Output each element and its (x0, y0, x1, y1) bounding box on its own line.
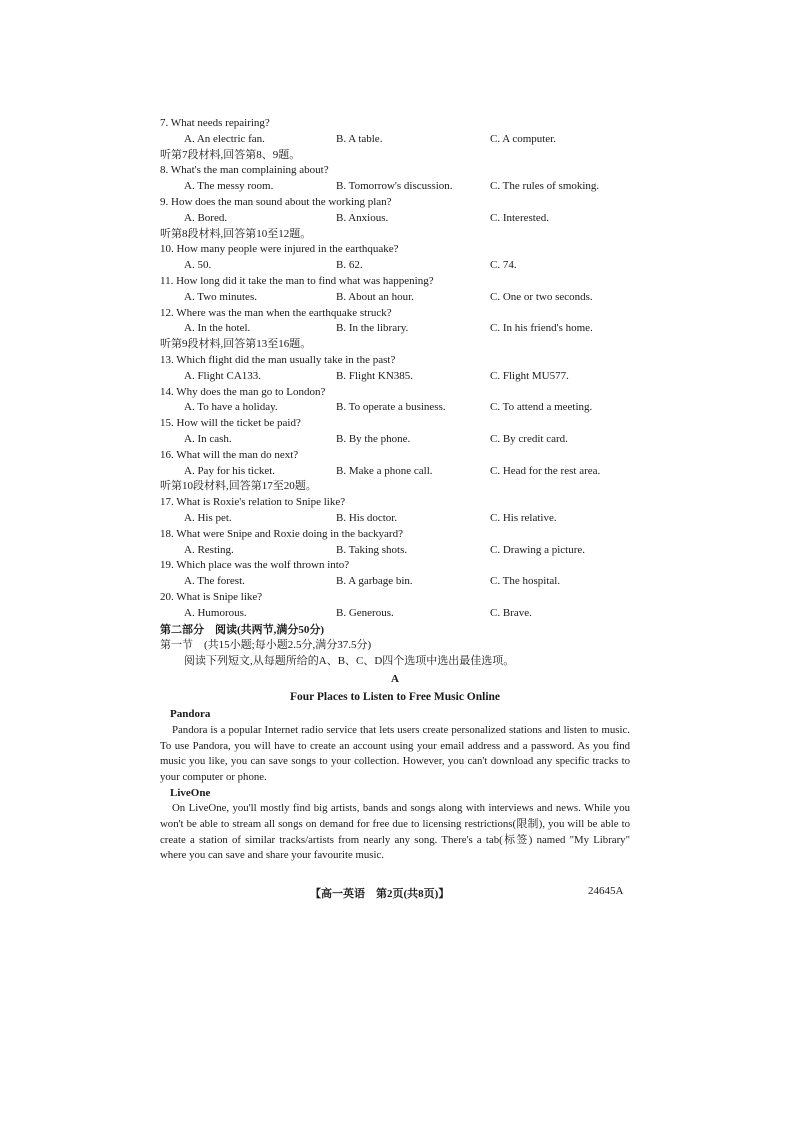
option-a: A. To have a holiday. (184, 401, 278, 414)
section-title: 第二部分 阅读(共两节,满分50分) (160, 623, 325, 636)
question-options (160, 464, 630, 480)
option-c: C. In his friend's home. (490, 322, 593, 335)
option-b: B. About an hour. (336, 290, 414, 303)
question-options (160, 400, 630, 416)
option-c: C. By credit card. (490, 432, 568, 445)
passage-letter: A (391, 672, 399, 685)
question-stem: 12. Where was the man when the earthquake struck? (160, 306, 392, 319)
option-c: C. The rules of smoking. (490, 180, 600, 193)
option-c: C. Brave. (490, 606, 532, 619)
option-c: C. His relative. (490, 511, 557, 524)
listening-instruction: 听第10段材料,回答第17至20题。 (160, 480, 317, 493)
option-a: A. Bored. (184, 211, 228, 224)
option-c: C. A computer. (490, 132, 556, 145)
question-stem: 15. How will the ticket be paid? (160, 417, 301, 430)
footer-code: 24645A (588, 885, 624, 897)
question-list (160, 116, 630, 622)
question-options (160, 574, 630, 590)
option-a: A. 50. (184, 259, 212, 272)
footer-page-label: 【高一英语 第2页(共8页)】 (310, 888, 450, 900)
option-a: A. Humorous. (184, 606, 247, 619)
question-options (160, 369, 630, 385)
question-options (160, 179, 630, 195)
question-options (160, 258, 630, 274)
question-stem: 14. Why does the man go to London? (160, 385, 326, 398)
option-b: B. Anxious. (336, 211, 389, 224)
question-stem: 10. How many people were injured in the earthquake? (160, 243, 399, 256)
passage-heading-liveone: LiveOne (170, 786, 211, 799)
question-options (160, 321, 630, 337)
option-a: A. In the hotel. (184, 322, 251, 335)
option-c: C. Drawing a picture. (490, 543, 585, 556)
option-b: B. Flight KN385. (336, 369, 414, 382)
listening-instruction: 听第8段材料,回答第10至12题。 (160, 227, 312, 240)
listening-instruction: 听第7段材料,回答第8、9题。 (160, 148, 301, 161)
option-b: B. His doctor. (336, 511, 398, 524)
option-b: B. Tomorrow's discussion. (336, 180, 453, 193)
question-stem: 20. What is Snipe like? (160, 590, 263, 603)
option-a: A. Flight CA133. (184, 369, 262, 382)
question-options (160, 606, 630, 622)
option-a: A. Two minutes. (184, 290, 257, 303)
option-b: B. Generous. (336, 606, 394, 619)
passage-heading-pandora: Pandora (170, 708, 211, 721)
option-a: A. Resting. (184, 543, 234, 556)
option-b: B. To operate a business. (336, 401, 446, 414)
option-a: A. In cash. (184, 432, 232, 445)
question-options (160, 543, 630, 559)
option-c: C. One or two seconds. (490, 290, 593, 303)
passage-paragraph-liveone: On LiveOne, you'll mostly find big artists, bands and songs along with interviews and news. While you won't be able to stream all songs on demand for free due to licensing restrictions(限制), you will be able to create a station of similar tracks/artists from nearly any song. There's a tab(标签) named "My Library" where you can save and share your favourite music. (160, 802, 630, 862)
question-options (160, 432, 630, 448)
question-options (160, 511, 630, 527)
option-b: B. A garbage bin. (336, 575, 413, 588)
option-b: B. In the library. (336, 322, 409, 335)
question-stem: 8. What's the man complaining about? (160, 164, 329, 177)
question-stem: 18. What were Snipe and Roxie doing in the backyard? (160, 527, 403, 540)
page-content (160, 116, 630, 864)
question-stem: 17. What is Roxie's relation to Snipe like? (160, 496, 346, 509)
question-options (160, 211, 630, 227)
option-c: C. Flight MU577. (490, 369, 569, 382)
option-a: A. The forest. (184, 575, 245, 588)
option-c: C. 74. (490, 259, 517, 272)
option-b: B. By the phone. (336, 432, 411, 445)
question-stem: 16. What will the man do next? (160, 448, 299, 461)
passage-paragraph-pandora: Pandora is a popular Internet radio service that lets users create personalized stations and listen to music. To use Pandora, you will have to create an account using your email address and a password. As you find music you like, you can save songs to your collection. However, you can't download any specific tracks to your computer or phone. (160, 724, 630, 784)
option-a: A. An electric fan. (184, 132, 265, 145)
section-subtitle: 第一节 (共15小题;每小题2.5分,满分37.5分) (160, 639, 372, 652)
question-options (160, 290, 630, 306)
listening-instruction: 听第9段材料,回答第13至16题。 (160, 338, 312, 351)
question-options (160, 132, 630, 148)
question-stem: 13. Which flight did the man usually take in the past? (160, 353, 396, 366)
question-stem: 7. What needs repairing? (160, 117, 270, 129)
option-c: C. To attend a meeting. (490, 401, 593, 414)
option-a: A. Pay for his ticket. (184, 464, 276, 477)
passage-title: Four Places to Listen to Free Music Online (289, 690, 501, 703)
option-b: B. 62. (336, 259, 363, 272)
option-b: B. Make a phone call. (336, 464, 433, 477)
option-a: A. The messy room. (184, 180, 274, 193)
question-stem: 9. How does the man sound about the working plan? (160, 195, 392, 208)
option-c: C. Head for the rest area. (490, 464, 601, 477)
option-a: A. His pet. (184, 511, 232, 524)
option-b: B. Taking shots. (336, 543, 408, 556)
question-stem: 19. Which place was the wolf thrown into? (160, 559, 350, 572)
section-directions: 阅读下列短文,从每题所给的A、B、C、D四个选项中选出最佳选项。 (184, 655, 515, 668)
option-c: C. Interested. (490, 211, 549, 224)
option-b: B. A table. (336, 132, 383, 145)
option-c: C. The hospital. (490, 575, 561, 588)
question-stem: 11. How long did it take the man to find what was happening? (160, 274, 434, 287)
